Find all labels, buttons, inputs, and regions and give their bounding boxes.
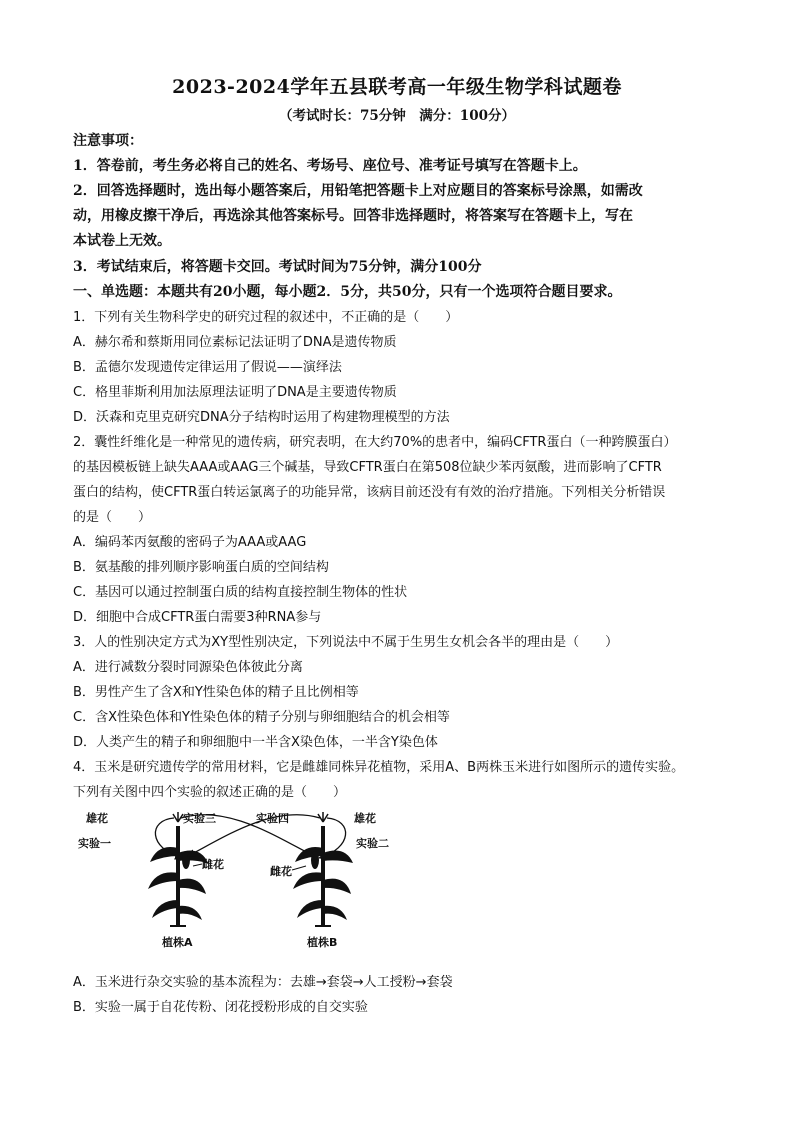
q3-stem: 3．人的性别决定方式为XY型性别决定，下列说法中不属于生男生女机会各半的理由是（ ） bbox=[73, 635, 619, 650]
label-male-flower-left: 雄花 bbox=[86, 812, 108, 825]
q2-stem-line3: 蛋白的结构，使CFTR蛋白转运氯离子的功能异常，该病目前还没有有效的治疗措施。下列相关分析错误 bbox=[73, 485, 666, 500]
label-experiment-3: 实验三 bbox=[183, 812, 216, 825]
q3-option-c: C．含X性染色体和Y性染色体的精子分别与卵细胞结合的机会相等 bbox=[73, 710, 450, 725]
q3-option-a: A．进行减数分裂时同源染色体彼此分离 bbox=[73, 660, 303, 675]
q2-option-a: A．编码苯丙氨酸的密码子为AAA或AAG bbox=[73, 535, 307, 550]
q4-stem-line2: 下列有关图中四个实验的叙述正确的是（ ） bbox=[73, 785, 347, 800]
exam-title: 2023-2024学年五县联考高一年级生物学科试题卷 bbox=[172, 76, 622, 98]
label-experiment-2: 实验二 bbox=[356, 837, 389, 850]
label-experiment-4: 实验四 bbox=[256, 812, 289, 825]
q1-option-c: C．格里菲斯利用加法原理法证明了DNA是主要遗传物质 bbox=[73, 385, 397, 400]
label-female-flower-left: 雌花 bbox=[202, 858, 224, 871]
q3-option-b: B．男性产生了含X和Y性染色体的精子且比例相等 bbox=[73, 685, 359, 700]
q4-option-b: B．实验一属于自花传粉、闭花授粉形成的自交实验 bbox=[73, 1000, 368, 1015]
notes-heading: 注意事项： bbox=[73, 133, 143, 149]
q1-option-b: B．孟德尔发现遗传定律运用了假说——演绎法 bbox=[73, 360, 342, 375]
q2-option-d: D．细胞中合成CFTR蛋白需要3种RNA参与 bbox=[73, 610, 322, 625]
q2-stem-line1: 2．囊性纤维化是一种常见的遗传病，研究表明，在大约70%的患者中，编码CFTR蛋白（一种跨膜蛋白） bbox=[73, 435, 677, 450]
label-plant-a: 植株A bbox=[162, 936, 193, 949]
plant-a-drawing bbox=[148, 812, 208, 926]
plant-b-drawing bbox=[293, 812, 353, 926]
note-item-2-line1: 2．回答选择题时，选出每小题答案后，用铅笔把答题卡上对应题目的答案标号涂黑，如需改 bbox=[73, 183, 643, 199]
q1-option-a: A．赫尔希和蔡斯用同位素标记法证明了DNA是遗传物质 bbox=[73, 335, 397, 350]
note-item-2-line3: 本试卷上无效。 bbox=[73, 233, 171, 249]
q1-option-d: D．沃森和克里克研究DNA分子结构时运用了构建物理模型的方法 bbox=[73, 410, 450, 425]
q2-option-b: B．氨基酸的排列顺序影响蛋白质的空间结构 bbox=[73, 560, 329, 575]
q2-stem-line4: 的是（ ） bbox=[73, 510, 152, 525]
note-item-3: 3．考试结束后，将答题卡交回。考试时间为75分钟，满分100分 bbox=[73, 259, 482, 275]
q4-option-a: A．玉米进行杂交实验的基本流程为：去雄→套袋→人工授粉→套袋 bbox=[73, 975, 453, 990]
exam-subtitle: （考试时长：75分钟 满分：100分） bbox=[279, 108, 515, 124]
corn-experiment-figure bbox=[78, 808, 408, 958]
section-heading: 一、单选题：本题共有20小题，每小题2．5分，共50分，只有一个选项符合题目要求。 bbox=[73, 284, 622, 300]
q1-stem: 1．下列有关生物科学史的研究过程的叙述中，不正确的是（ ） bbox=[73, 310, 459, 325]
q2-option-c: C．基因可以通过控制蛋白质的结构直接控制生物体的性状 bbox=[73, 585, 408, 600]
note-item-1: 1．答卷前，考生务必将自己的姓名、考场号、座位号、准考证号填写在答题卡上。 bbox=[73, 158, 587, 174]
label-experiment-1: 实验一 bbox=[78, 837, 111, 850]
label-female-flower-right: 雌花 bbox=[270, 865, 292, 878]
label-plant-b: 植株B bbox=[307, 936, 338, 949]
q4-stem-line1: 4．玉米是研究遗传学的常用材料，它是雌雄同株异花植物，采用A、B两株玉米进行如图所示的遗传实验。 bbox=[73, 760, 685, 775]
label-male-flower-right: 雄花 bbox=[354, 812, 376, 825]
q2-stem-line2: 的基因模板链上缺失AAA或AAG三个碱基，导致CFTR蛋白在第508位缺少苯丙氨酸，进而影响了CFTR bbox=[73, 460, 662, 475]
q3-option-d: D．人类产生的精子和卵细胞中一半含X染色体，一半含Y染色体 bbox=[73, 735, 438, 750]
note-item-2-line2: 动，用橡皮擦干净后，再选涂其他答案标号。回答非选择题时，将答案写在答题卡上，写在 bbox=[73, 208, 633, 224]
